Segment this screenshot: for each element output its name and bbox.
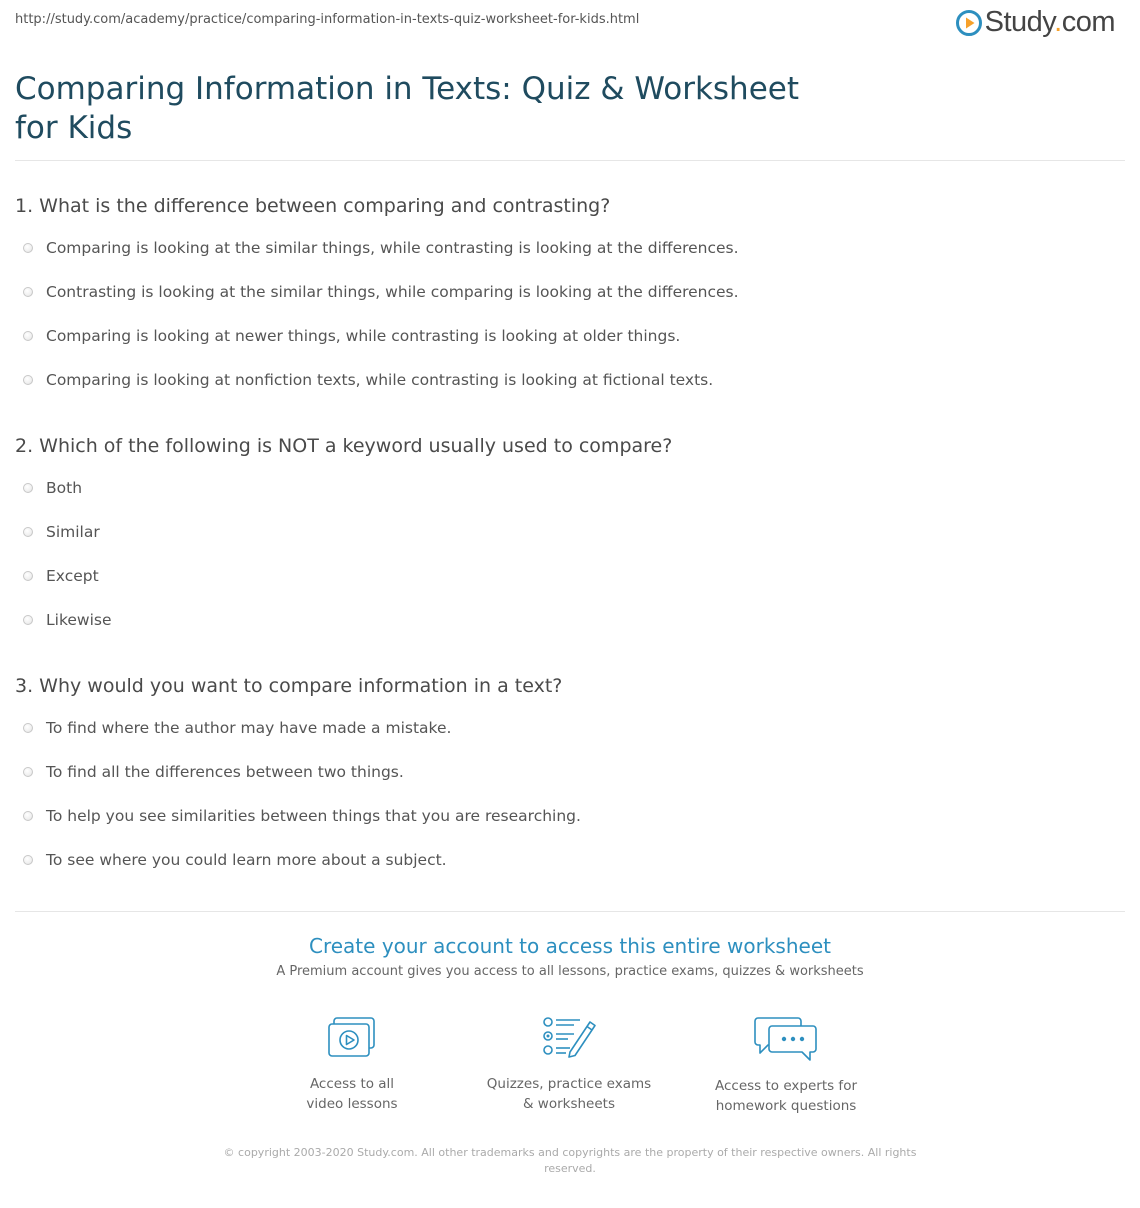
question-title: 2. Which of the following is NOT a keyword usually used to compare? (15, 435, 673, 457)
cta-subtitle: A Premium account gives you access to all lessons, practice exams, quizzes & worksheets (276, 964, 864, 979)
question-1 (15, 194, 1115, 389)
radio-button[interactable] (23, 615, 33, 625)
feature-label: Access to experts for homework questions (714, 1078, 857, 1114)
option-label: Likewise (46, 611, 112, 629)
question-title: 1. What is the difference between comparing and contrasting? (15, 195, 611, 217)
radio-button[interactable] (23, 527, 33, 537)
play-circle-icon (956, 10, 982, 36)
divider (15, 911, 1125, 912)
radio-button[interactable] (23, 571, 33, 581)
question-2 (15, 434, 1115, 629)
radio-button[interactable] (23, 811, 33, 821)
answer-option[interactable] (23, 763, 404, 781)
feature-quizzes (479, 1016, 659, 1114)
answer-option[interactable] (23, 611, 112, 629)
feature-label: Access to all video lessons (306, 1076, 398, 1112)
answer-option[interactable] (23, 523, 100, 541)
copyright-notice: © copyright 2003-2020 Study.com. All other trademarks and copyrights are the property of their respective owners. All rights reserved. (223, 1146, 917, 1175)
study-logo[interactable] (956, 6, 1115, 39)
answer-option[interactable] (23, 283, 739, 301)
answer-option[interactable] (23, 479, 82, 497)
question-3 (15, 674, 1115, 869)
page-title: Comparing Information in Texts: Quiz & Worksheet for Kids (15, 71, 799, 146)
option-label: Contrasting is looking at the similar things, while comparing is looking at the differences. (46, 283, 739, 301)
answer-option[interactable] (23, 851, 447, 869)
answer-option[interactable] (23, 327, 680, 345)
quiz-checklist-icon (540, 1016, 598, 1060)
option-label: To see where you could learn more about a subject. (46, 851, 447, 869)
create-account-link[interactable]: Create your account to access this entire worksheet (309, 934, 831, 958)
answer-option[interactable] (23, 807, 581, 825)
divider (15, 160, 1125, 161)
radio-button[interactable] (23, 723, 33, 733)
chat-bubbles-icon (754, 1016, 818, 1062)
answer-option[interactable] (23, 371, 713, 389)
option-label: Except (46, 567, 99, 585)
logo-text: Study.com (984, 6, 1115, 38)
radio-button[interactable] (23, 287, 33, 297)
option-label: To find where the author may have made a mistake. (46, 719, 452, 737)
radio-button[interactable] (23, 855, 33, 865)
option-label: Comparing is looking at newer things, while contrasting is looking at older things. (46, 327, 681, 345)
option-label: To find all the differences between two things. (46, 763, 404, 781)
option-label: Comparing is looking at the similar things, while contrasting is looking at the differences. (46, 239, 739, 257)
video-lessons-icon (326, 1016, 378, 1060)
option-label: Comparing is looking at nonfiction texts, while contrasting is looking at fictional texts. (46, 371, 714, 389)
answer-option[interactable] (23, 719, 451, 737)
answer-option[interactable] (23, 239, 739, 257)
radio-button[interactable] (23, 767, 33, 777)
feature-label: Quizzes, practice exams & worksheets (486, 1076, 652, 1112)
question-title: 3. Why would you want to compare information in a text? (15, 675, 563, 697)
radio-button[interactable] (23, 483, 33, 493)
feature-experts (696, 1016, 876, 1116)
option-label: Both (46, 479, 83, 497)
radio-button[interactable] (23, 331, 33, 341)
page-url: http://study.com/academy/practice/comparing-information-in-texts-quiz-worksheet-for-kids.html (15, 12, 640, 27)
radio-button[interactable] (23, 243, 33, 253)
option-label: To help you see similarities between things that you are researching. (46, 807, 581, 825)
radio-button[interactable] (23, 375, 33, 385)
option-label: Similar (46, 523, 100, 541)
answer-option[interactable] (23, 567, 99, 585)
feature-video-lessons (262, 1016, 442, 1114)
